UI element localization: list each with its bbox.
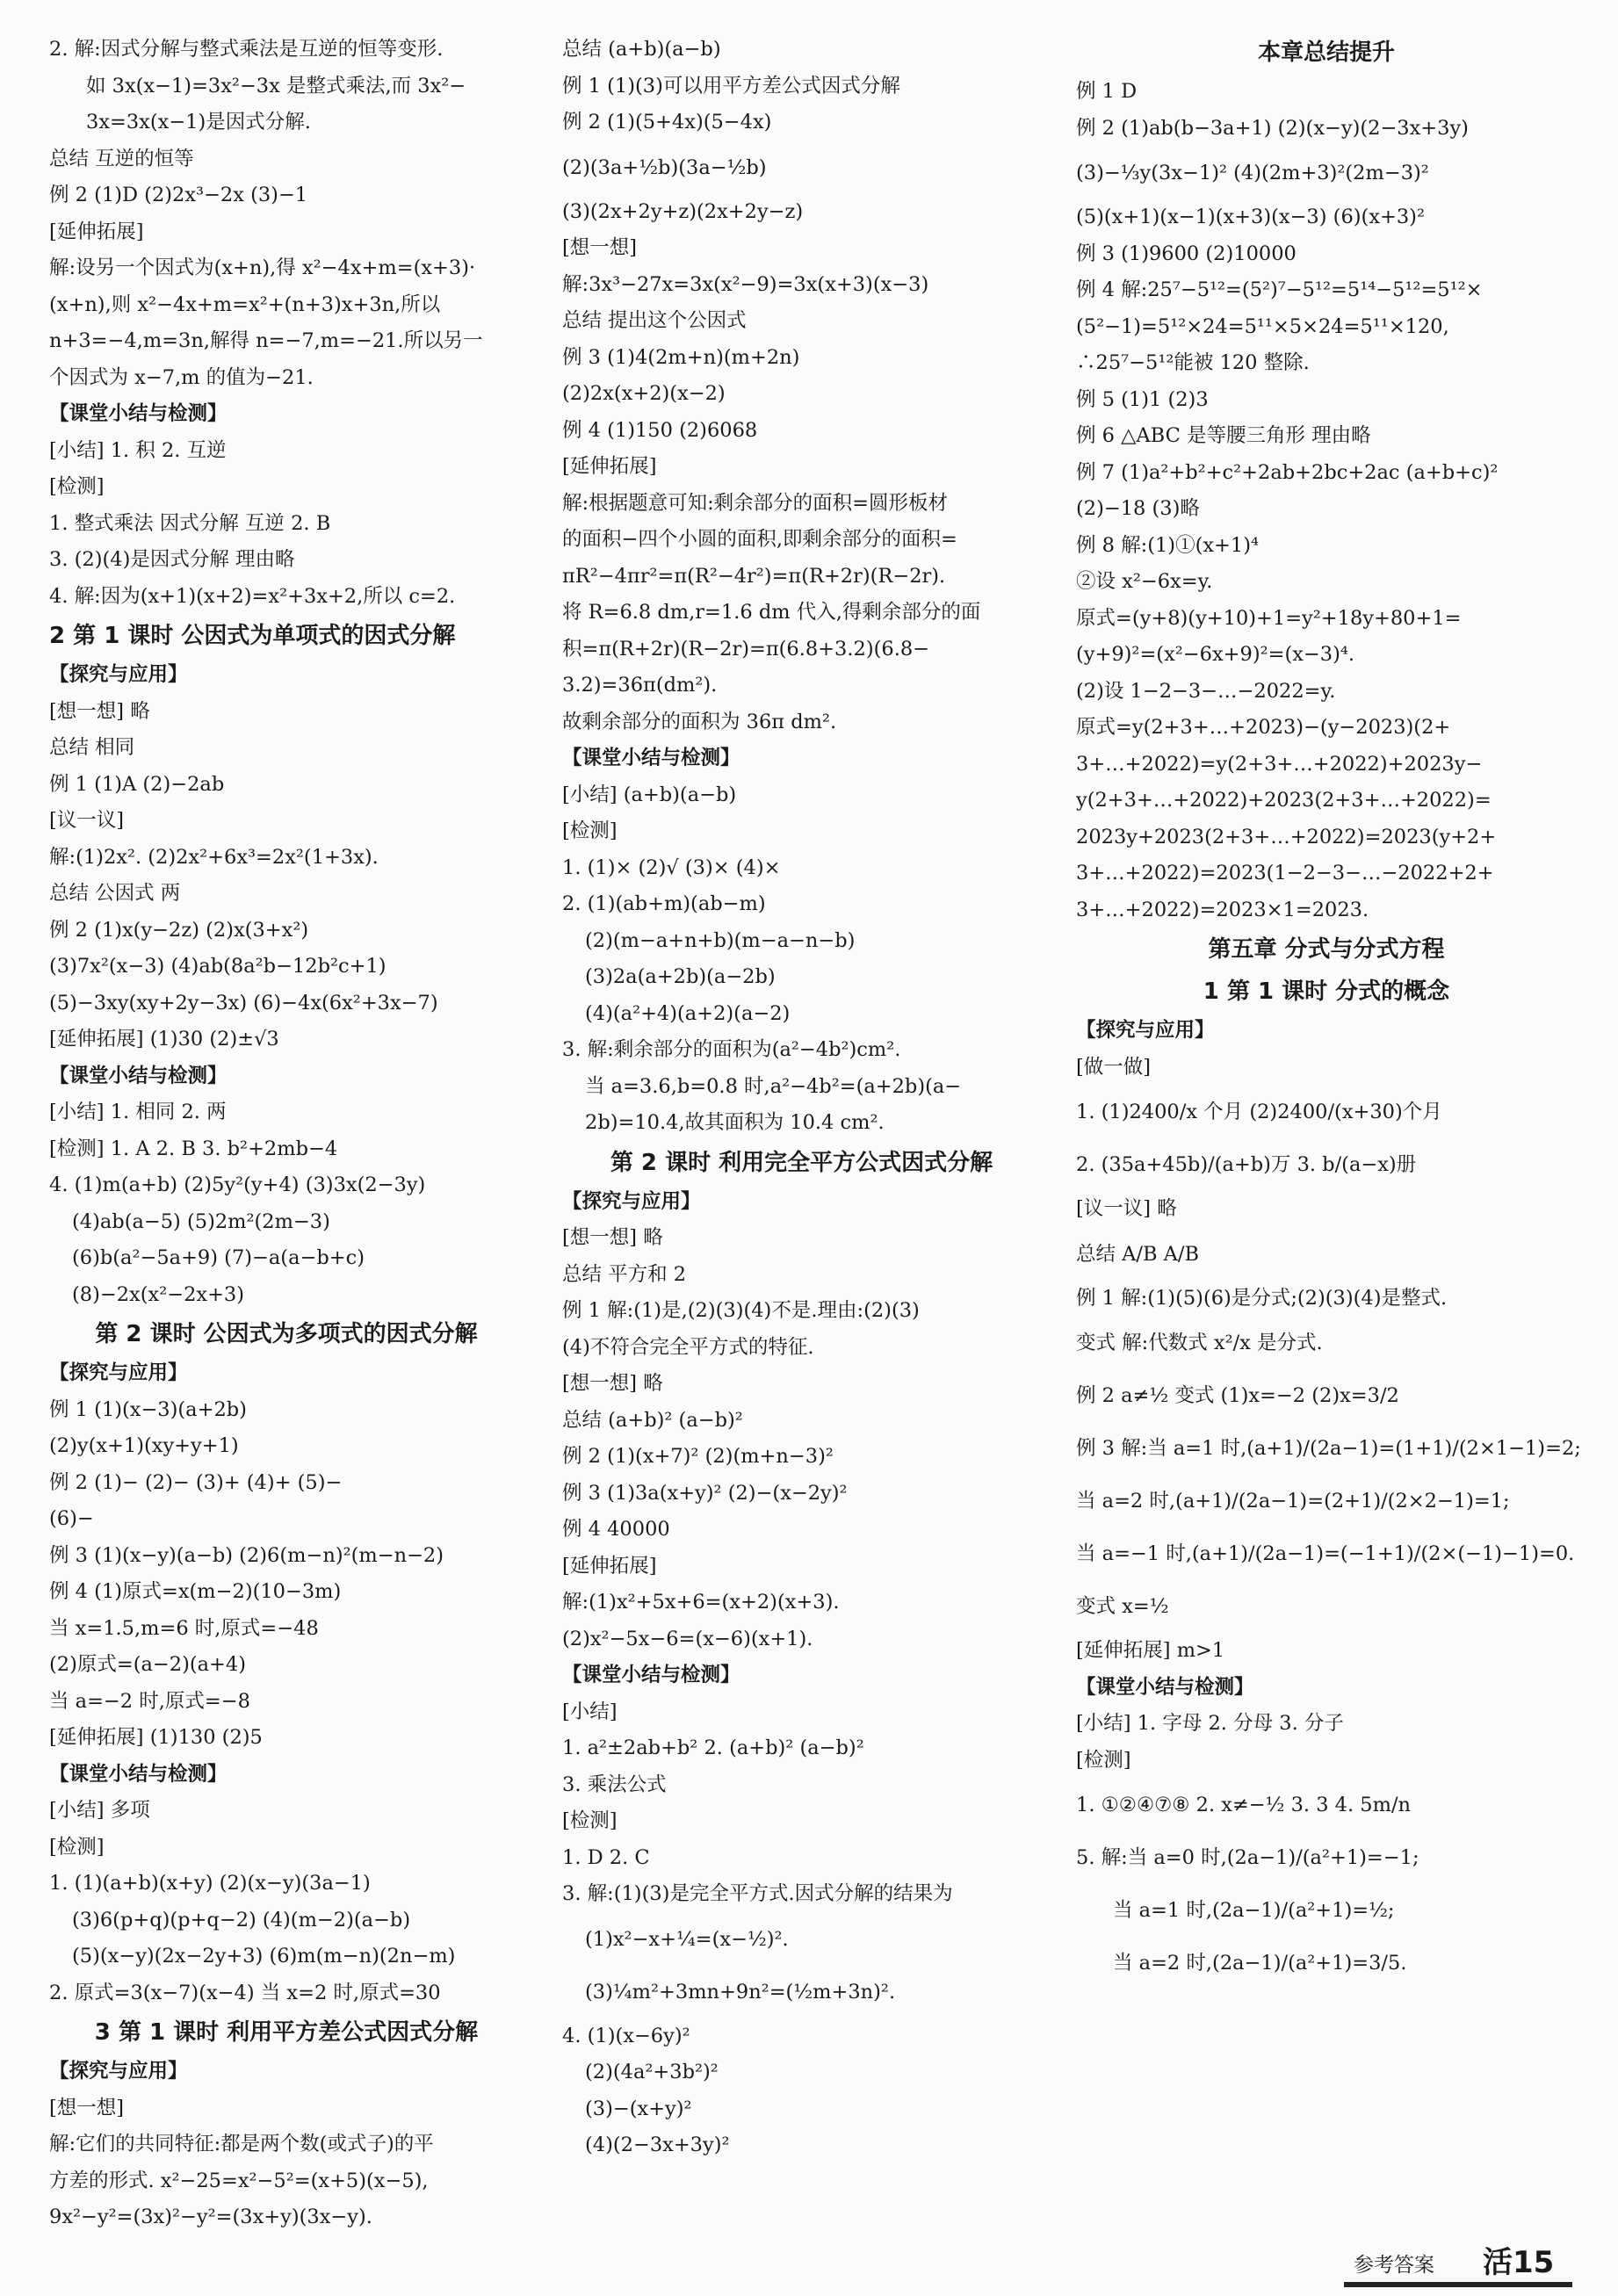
answer-line: 例 2 (1)− (2)− (3)+ (4)+ (5)− bbox=[49, 1470, 343, 1494]
answer-line: (3)¼m²+3mn+9n²=(½m+3n)². bbox=[585, 1980, 896, 2004]
answer-line: [检测] 1. A 2. B 3. b²+2mb−4 bbox=[49, 1137, 338, 1160]
answer-line: 1. D 2. C bbox=[562, 1845, 650, 1869]
answer-line: [延伸拓展] (1)30 (2)±√3 bbox=[49, 1028, 279, 1051]
answer-line: [小结] 1. 积 2. 互逆 bbox=[49, 438, 227, 462]
answer-line: 解:设另一个因式为(x+n),得 x²−4x+m=(x+3)· bbox=[49, 256, 476, 279]
answer-line: [想一想] 略 bbox=[562, 1372, 663, 1395]
answer-line: 总结 A/B A/B bbox=[1076, 1242, 1200, 1266]
answer-line: 【课堂小结与检测】 bbox=[562, 1664, 740, 1686]
column-3 bbox=[1076, 32, 1581, 1989]
answer-line: 当 a=−1 时,(a+1)/(2a−1)=(−1+1)/(2×(−1)−1)=0. bbox=[1076, 1542, 1575, 1565]
answer-line: 总结 (a+b)² (a−b)² bbox=[562, 1408, 743, 1432]
answer-line: 3+…+2022)=2023(1−2−3−…−2022+2+ bbox=[1076, 862, 1494, 884]
answer-line: 例 2 a≠½ 变式 (1)x=−2 (2)x=3/2 bbox=[1076, 1384, 1399, 1407]
answer-line: [小结] (a+b)(a−b) bbox=[562, 783, 737, 806]
answer-line: (3)(2x+2y+z)(2x+2y−z) bbox=[562, 199, 804, 223]
answer-line: 例 4 解:25⁷−5¹²=(5²)⁷−5¹²=5¹⁴−5¹²=5¹²× bbox=[1076, 278, 1483, 301]
answer-line: (2)(3a+½b)(3a−½b) bbox=[562, 155, 767, 179]
answer-line: (6)− bbox=[49, 1507, 94, 1530]
answer-line: 例 1 解:(1)(5)(6)是分式;(2)(3)(4)是整式. bbox=[1076, 1286, 1448, 1310]
answer-line: [检测] bbox=[562, 1809, 618, 1832]
answer-line: (5)−3xy(xy+2y−3x) (6)−4x(6x²+3x−7) bbox=[49, 991, 438, 1014]
answer-line: 例 2 (1)(x+7)² (2)(m+n−3)² bbox=[562, 1445, 834, 1468]
section-heading: 第 2 课时 利用完全平方公式因式分解 bbox=[610, 1149, 993, 1176]
answer-line: 【探究与应用】 bbox=[49, 2060, 188, 2083]
answer-line: (4)(2−3x+3y)² bbox=[585, 2134, 730, 2156]
answer-line: 例 4 40000 bbox=[562, 1518, 670, 1541]
answer-line: 【课堂小结与检测】 bbox=[49, 402, 228, 425]
answer-line: 的面积−四个小圆的面积,即剩余部分的面积= bbox=[562, 528, 957, 551]
answer-line: (1)x²−x+¼=(x−½)². bbox=[585, 1927, 789, 1951]
answer-line: (2)原式=(a−2)(a+4) bbox=[49, 1653, 247, 1676]
answer-line: [想一想] 略 bbox=[49, 699, 150, 723]
answer-line: 例 5 (1)1 (2)3 bbox=[1076, 387, 1209, 411]
answer-line: 2. (1)(ab+m)(ab−m) bbox=[562, 892, 766, 915]
answer-line: 原式=y(2+3+…+2023)−(y−2023)(2+ bbox=[1076, 716, 1451, 739]
section-heading: 本章总结提升 bbox=[1257, 40, 1395, 66]
answer-line: (x+n),则 x²−4x+m=x²+(n+3)x+3n,所以 bbox=[49, 292, 441, 316]
answer-line: [小结] 1. 字母 2. 分母 3. 分子 bbox=[1076, 1712, 1344, 1735]
answer-line: [小结] 1. 相同 2. 两 bbox=[49, 1101, 227, 1123]
answer-line: [延伸拓展] (1)130 (2)5 bbox=[49, 1726, 263, 1749]
answer-line: 【探究与应用】 bbox=[1076, 1019, 1215, 1042]
answer-line: (3)−(x+y)² bbox=[585, 2097, 692, 2120]
answer-line: 当 a=−2 时,原式=−8 bbox=[49, 1689, 250, 1713]
answer-line: (3)6(p+q)(p+q−2) (4)(m−2)(a−b) bbox=[72, 1908, 411, 1931]
answer-line: 解:3x³−27x=3x(x²−9)=3x(x+3)(x−3) bbox=[562, 272, 929, 296]
page-number: 活15 bbox=[1483, 2245, 1555, 2280]
answer-line: 3+…+2022)=y(2+3+…+2022)+2023y− bbox=[1076, 752, 1483, 776]
answer-line: 【探究与应用】 bbox=[49, 663, 188, 686]
section-heading: 第五章 分式与分式方程 bbox=[1208, 936, 1445, 963]
answer-line: (3)7x²(x−3) (4)ab(8a²b−12b²c+1) bbox=[49, 955, 386, 978]
answer-line: 个因式为 x−7,m 的值为−21. bbox=[49, 365, 314, 389]
answer-line: 【课堂小结与检测】 bbox=[562, 747, 740, 769]
answer-line: 例 3 (1)3a(x+y)² (2)−(x−2y)² bbox=[562, 1481, 848, 1505]
answer-line: [检测] bbox=[1076, 1748, 1131, 1772]
answer-line: 例 1 (1)(x−3)(a+2b) bbox=[49, 1397, 247, 1421]
answer-line: 解:根据题意可知:剩余部分的面积=圆形板材 bbox=[562, 491, 949, 515]
answer-line: 2b)=10.4,故其面积为 10.4 cm². bbox=[585, 1111, 885, 1134]
section-heading: 第 2 课时 公因式为多项式的因式分解 bbox=[95, 1321, 478, 1347]
answer-line: (4)(a²+4)(a+2)(a−2) bbox=[585, 1001, 791, 1025]
column-2 bbox=[562, 32, 1041, 2164]
answer-line: (5²−1)=5¹²×24=5¹¹×5×24=5¹¹×120, bbox=[1076, 314, 1449, 338]
answer-line: n+3=−4,m=3n,解得 n=−7,m=−21.所以另一 bbox=[49, 329, 483, 352]
answer-line: 例 1 (1)(3)可以用平方差公式因式分解 bbox=[562, 74, 900, 97]
answer-line: 2023y+2023(2+3+…+2022)=2023(y+2+ bbox=[1076, 825, 1497, 848]
section-heading: 2 第 1 课时 公因式为单项式的因式分解 bbox=[49, 623, 456, 649]
answer-line: y(2+3+…+2022)+2023(2+3+…+2022)= bbox=[1076, 789, 1492, 812]
answer-line: 【探究与应用】 bbox=[49, 1361, 188, 1384]
answer-line: 【探究与应用】 bbox=[562, 1189, 701, 1213]
answer-line: 4. 解:因为(x+1)(x+2)=x²+3x+2,所以 c=2. bbox=[49, 584, 456, 608]
answer-line: (2)2x(x+2)(x−2) bbox=[562, 382, 726, 405]
answer-line: (5)(x+1)(x−1)(x+3)(x−3) (6)(x+3)² bbox=[1076, 206, 1425, 228]
answer-line: 3x=3x(x−1)是因式分解. bbox=[86, 111, 311, 134]
answer-line: (2)设 1−2−3−…−2022=y. bbox=[1076, 679, 1336, 703]
answer-line: 【课堂小结与检测】 bbox=[1076, 1675, 1254, 1699]
answer-line: 方差的形式. x²−25=x²−5²=(x+5)(x−5), bbox=[49, 2169, 429, 2192]
answer-line: 例 7 (1)a²+b²+c²+2ab+2bc+2ac (a+b+c)² bbox=[1076, 460, 1499, 484]
answer-line: 例 1 (1)A (2)−2ab bbox=[49, 772, 225, 796]
answer-line: 1. a²±2ab+b² 2. (a+b)² (a−b)² bbox=[562, 1736, 864, 1759]
answer-line: 解:(1)2x². (2)2x²+6x³=2x²(1+3x). bbox=[49, 845, 379, 869]
answer-line: [议一议] bbox=[49, 809, 125, 832]
answer-line: 当 x=1.5,m=6 时,原式=−48 bbox=[49, 1616, 319, 1640]
answer-line: 1. 整式乘法 因式分解 互逆 2. B bbox=[49, 511, 331, 535]
answer-line: 1. ①②④⑦⑧ 2. x≠−½ 3. 3 4. 5m/n bbox=[1076, 1794, 1412, 1816]
section-heading: 3 第 1 课时 利用平方差公式因式分解 bbox=[94, 2019, 479, 2046]
answer-line: 积=π(R+2r)(R−2r)=π(6.8+3.2)(6.8− bbox=[562, 637, 930, 661]
answer-line: 例 3 (1)(x−y)(a−b) (2)6(m−n)²(m−n−2) bbox=[49, 1543, 444, 1567]
answer-line: 解:它们的共同特征:都是两个数(或式子)的平 bbox=[49, 2133, 434, 2155]
answer-line: 当 a=3.6,b=0.8 时,a²−4b²=(a+2b)(a− bbox=[585, 1074, 962, 1098]
answer-line: [检测] bbox=[562, 819, 618, 842]
answer-line: (y+9)²=(x²−6x+9)²=(x−3)⁴. bbox=[1076, 643, 1355, 666]
answer-line: 1. (1)2400/x 个月 (2)2400/(x+30)个月 bbox=[1076, 1101, 1442, 1123]
answer-line: 例 3 (1)4(2m+n)(m+2n) bbox=[562, 345, 800, 369]
answer-line: 2. (35a+45b)/(a+b)万 3. b/(a−x)册 bbox=[1076, 1153, 1417, 1176]
answer-line: 3. 解:(1)(3)是完全平方式.因式分解的结果为 bbox=[562, 1882, 953, 1905]
answer-line: 1. (1)× (2)√ (3)× (4)× bbox=[562, 856, 781, 879]
answer-line: 如 3x(x−1)=3x²−3x 是整式乘法,而 3x²− bbox=[86, 74, 466, 97]
answer-line: 例 1 D bbox=[1076, 80, 1138, 103]
answer-line: 总结 公因式 两 bbox=[49, 882, 181, 905]
answer-line: 例 2 (1)x(y−2z) (2)x(3+x²) bbox=[49, 918, 309, 942]
answer-line: 例 2 (1)D (2)2x³−2x (3)−1 bbox=[49, 184, 308, 206]
answer-line: 【课堂小结与检测】 bbox=[49, 1064, 228, 1087]
answer-line: [延伸拓展] bbox=[49, 220, 144, 243]
answer-line: 9x²−y²=(3x)²−y²=(3x+y)(3x−y). bbox=[49, 2206, 372, 2228]
answer-line: [检测] bbox=[49, 1835, 105, 1859]
answer-line: 变式 解:代数式 x²/x 是分式. bbox=[1076, 1332, 1323, 1354]
answer-line: 变式 x=½ bbox=[1076, 1595, 1169, 1618]
column-1 bbox=[49, 32, 524, 2236]
answer-line: 1. (1)(a+b)(x+y) (2)(x−y)(3a−1) bbox=[49, 1872, 371, 1895]
answer-line: (3)−⅓y(3x−1)² (4)(2m+3)²(2m−3)² bbox=[1076, 162, 1429, 184]
section-heading: 1 第 1 课时 分式的概念 bbox=[1203, 978, 1450, 1005]
answer-line: 总结 (a+b)(a−b) bbox=[562, 38, 721, 61]
answer-line: 解:(1)x²+5x+6=(x+2)(x+3). bbox=[562, 1591, 840, 1614]
answer-line: (2)y(x+1)(xy+y+1) bbox=[49, 1434, 239, 1457]
answer-line: 3. (2)(4)是因式分解 理由略 bbox=[49, 548, 295, 571]
answer-line: 总结 提出这个公因式 bbox=[562, 309, 747, 332]
answer-line: (3)2a(a+2b)(a−2b) bbox=[585, 965, 776, 988]
answer-line: 【课堂小结与检测】 bbox=[49, 1762, 228, 1786]
answer-line: ∴25⁷−5¹²能被 120 整除. bbox=[1076, 351, 1310, 374]
answer-line: 例 4 (1)原式=x(m−2)(10−3m) bbox=[49, 1580, 342, 1603]
answer-line: 将 R=6.8 dm,r=1.6 dm 代入,得剩余部分的面 bbox=[562, 601, 981, 624]
answer-line: 3.2)=36π(dm²). bbox=[562, 674, 718, 697]
answer-line: 总结 平方和 2 bbox=[562, 1262, 687, 1286]
answer-line: [做一做] bbox=[1076, 1055, 1152, 1079]
answer-line: (2)−18 (3)略 bbox=[1076, 497, 1200, 520]
answer-line: (4)ab(a−5) (5)2m²(2m−3) bbox=[72, 1209, 330, 1233]
answer-line: ②设 x²−6x=y. bbox=[1076, 570, 1213, 593]
answer-line: [延伸拓展] m>1 bbox=[1076, 1639, 1225, 1662]
answer-line: 例 4 (1)150 (2)6068 bbox=[562, 418, 758, 442]
answer-line: 故剩余部分的面积为 36π dm². bbox=[562, 710, 837, 733]
answer-line: [小结] bbox=[562, 1700, 618, 1723]
answer-line: [检测] bbox=[49, 475, 105, 498]
answer-line: πR²−4πr²=π(R²−4r²)=π(R+2r)(R−2r). bbox=[562, 564, 946, 588]
answer-line: 3+…+2022)=2023×1=2023. bbox=[1076, 898, 1369, 921]
answer-line: (8)−2x(x²−2x+3) bbox=[72, 1282, 245, 1306]
answer-line: 例 6 △ABC 是等腰三角形 理由略 bbox=[1076, 424, 1371, 447]
answer-line: 例 3 解:当 a=1 时,(a+1)/(2a−1)=(1+1)/(2×1−1)=2; bbox=[1076, 1437, 1581, 1460]
footer-rule bbox=[1344, 2282, 1572, 2287]
answer-line: [小结] 多项 bbox=[49, 1799, 150, 1822]
answer-line: (5)(x−y)(2x−2y+3) (6)m(m−n)(2n−m) bbox=[72, 1945, 456, 1967]
answer-line: 总结 相同 bbox=[49, 736, 135, 759]
answer-line: [延伸拓展] bbox=[562, 1554, 657, 1578]
answer-line: (2)x²−5x−6=(x−6)(x+1). bbox=[562, 1627, 813, 1650]
answer-line: [想一想] bbox=[562, 236, 638, 259]
answer-line: 5. 解:当 a=0 时,(2a−1)/(a²+1)=−1; bbox=[1076, 1846, 1419, 1869]
answer-line: 2. 原式=3(x−7)(x−4) 当 x=2 时,原式=30 bbox=[49, 1981, 441, 2004]
answer-line: (6)b(a²−5a+9) (7)−a(a−b+c) bbox=[72, 1246, 365, 1269]
answer-line: 当 a=2 时,(2a−1)/(a²+1)=3/5. bbox=[1113, 1952, 1407, 1975]
answer-line: 当 a=1 时,(2a−1)/(a²+1)=½; bbox=[1113, 1899, 1395, 1922]
answer-line: (2)(m−a+n+b)(m−a−n−b) bbox=[585, 928, 856, 952]
answer-line: 例 3 (1)9600 (2)10000 bbox=[1076, 242, 1297, 265]
answer-line: [议一议] 略 bbox=[1076, 1197, 1177, 1220]
answer-line: (2)(4a²+3b²)² bbox=[585, 2061, 719, 2083]
answer-line: 3. 解:剩余部分的面积为(a²−4b²)cm². bbox=[562, 1038, 901, 1061]
answer-line: 例 1 解:(1)是,(2)(3)(4)不是.理由:(2)(3) bbox=[562, 1299, 920, 1322]
answer-line: [延伸拓展] bbox=[562, 455, 657, 478]
answer-line: 4. (1)(x−6y)² bbox=[562, 2024, 690, 2047]
answer-line: 原式=(y+8)(y+10)+1=y²+18y+80+1= bbox=[1076, 606, 1462, 630]
answer-line: [想一想] 略 bbox=[562, 1226, 663, 1249]
answer-line: [想一想] bbox=[49, 2096, 125, 2119]
answer-line: 例 8 解:(1)①(x+1)⁴ bbox=[1076, 533, 1260, 557]
answer-line: 2. 解:因式分解与整式乘法是互逆的恒等变形. bbox=[49, 38, 444, 61]
answer-line: 当 a=2 时,(a+1)/(2a−1)=(2+1)/(2×2−1)=1; bbox=[1076, 1490, 1510, 1513]
answer-line: 4. (1)m(a+b) (2)5y²(y+4) (3)3x(2−3y) bbox=[49, 1173, 426, 1196]
answer-line: (4)不符合完全平方式的特征. bbox=[562, 1335, 814, 1359]
answer-line: 例 2 (1)ab(b−3a+1) (2)(x−y)(2−3x+3y) bbox=[1076, 116, 1469, 140]
answer-line: 总结 互逆的恒等 bbox=[49, 147, 194, 170]
answer-line: 例 2 (1)(5+4x)(5−4x) bbox=[562, 111, 772, 134]
answer-line: 3. 乘法公式 bbox=[562, 1773, 667, 1796]
footer-label: 参考答案 bbox=[1354, 2254, 1434, 2277]
